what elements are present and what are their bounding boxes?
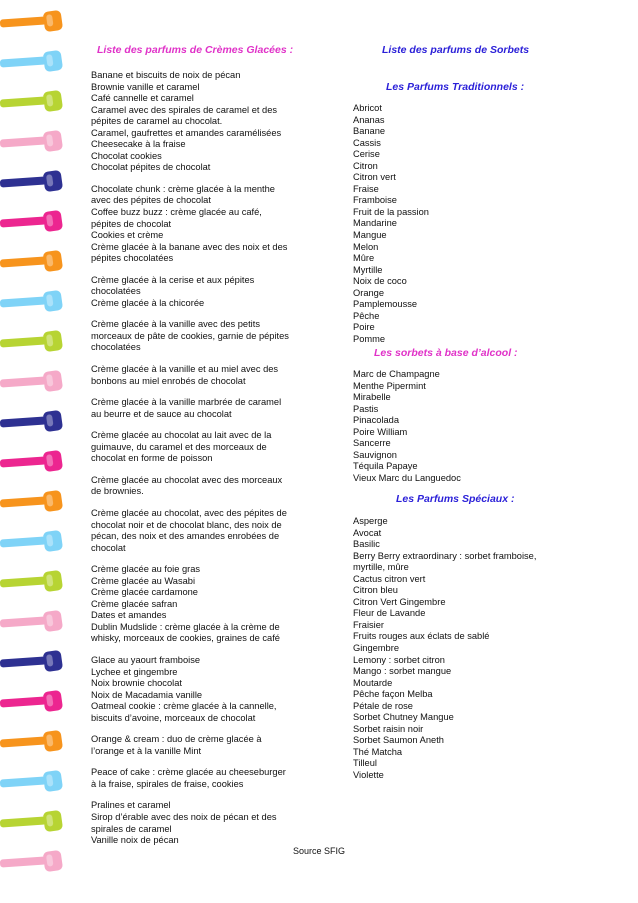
flavor-item: Pétale de rose xyxy=(353,700,413,711)
flavor-item: spirales de caramel xyxy=(91,823,172,834)
flavor-item: Crème glacée à la cerise et aux pépites xyxy=(91,274,255,285)
flavor-item: biscuits d’avoine, morceaux de chocolat xyxy=(91,712,256,723)
flavor-item: Dates et amandes xyxy=(91,610,167,621)
flavor-item: Glace au yaourt framboise xyxy=(91,654,201,665)
flavor-item: Avocat xyxy=(353,527,382,538)
ice-cream-flavor-list xyxy=(91,70,316,847)
flavor-item: Myrtille xyxy=(353,264,383,275)
traditional-flavor-list xyxy=(353,103,583,345)
flavor-item: Crème glacée cardamone xyxy=(91,587,198,598)
flavor-item: Cactus citron vert xyxy=(353,573,426,584)
flavor-item: Vanille noix de pécan xyxy=(91,835,179,846)
flavor-item: Orange & cream : duo de crème glacée à xyxy=(91,734,262,745)
flavor-item: Banane xyxy=(353,126,386,137)
flavor-item: Coffee buzz buzz : crème glacée au café, xyxy=(91,207,262,218)
flavor-item: Crème glacée au chocolat, avec des pépites de xyxy=(91,507,287,518)
flavor-item: Citron bleu xyxy=(353,585,398,596)
flavor-item: Mango : sorbet mangue xyxy=(353,666,452,677)
flavor-item: pépites de chocolat xyxy=(91,218,172,229)
flavor-item: Lychee et gingembre xyxy=(91,666,178,677)
flavor-item: guimauve, du caramel et des morceaux de xyxy=(91,441,267,452)
flavor-item: Caramel, gaufrettes et amandes caramélisées xyxy=(91,127,282,138)
flavor-item: Sorbet raisin noir xyxy=(353,723,424,734)
flavor-item: Sorbet Saumon Aneth xyxy=(353,735,444,746)
flavor-item: Mirabelle xyxy=(353,392,391,403)
flavor-item: Thé Matcha xyxy=(353,746,403,757)
flavor-item: Sirop d’érable avec des noix de pécan et des xyxy=(91,811,277,822)
flavor-item: chocolatées xyxy=(91,342,141,353)
flavor-item: chocolat xyxy=(91,542,126,553)
flavor-item: Menthe Pipermint xyxy=(353,380,426,391)
flavor-item: Orange xyxy=(353,287,385,298)
section-heading-alcohol: Les sorbets à base d’alcool : xyxy=(374,347,518,359)
flavor-item: Cerise xyxy=(353,149,380,160)
flavor-item: l’orange et à la vanille Mint xyxy=(91,745,202,756)
flavor-item: whisky, morceaux de cookies, graines de café xyxy=(91,633,280,644)
flavor-item: Brownie vanille et caramel xyxy=(91,81,200,92)
flavor-item: de brownies. xyxy=(91,486,144,497)
flavor-item: Basilic xyxy=(353,539,380,550)
flavor-item: Mangue xyxy=(353,230,387,241)
flavor-item: Citron vert xyxy=(353,172,396,183)
flavor-item: Banane et biscuits de noix de pécan xyxy=(91,70,241,80)
flavor-item: Lemony : sorbet citron xyxy=(353,654,445,665)
flavor-item: Fleur de Lavande xyxy=(353,608,426,619)
flavor-item: Crème glacée à la chicorée xyxy=(91,297,205,308)
flavor-item: Peace of cake : crème glacée au cheeseburger xyxy=(91,767,286,778)
flavor-item: Dublin Mudslide : crème glacée à la crème de xyxy=(91,621,280,632)
flavor-item: Asperge xyxy=(353,516,388,526)
flavor-item: Cookies et crème xyxy=(91,230,164,241)
flavor-item: Cheesecake à la fraise xyxy=(91,139,186,150)
flavor-item: Vieux Marc du Languedoc xyxy=(353,472,461,483)
flavor-item: Marc de Champagne xyxy=(353,369,440,379)
flavor-item: bonbons au miel enrobés de chocolat xyxy=(91,375,246,386)
flavor-item: Noix de Macadamia vanille xyxy=(91,689,203,700)
flavor-item: Pêche xyxy=(353,310,380,321)
flavor-item: Citron xyxy=(353,160,378,171)
flavor-item: pécan, des noix et des amandes enrobées de xyxy=(91,531,280,542)
special-flavor-list xyxy=(353,516,583,782)
flavor-item: Ananas xyxy=(353,114,385,125)
flavor-item: Téquila Papaye xyxy=(353,461,418,472)
flavor-item: pépites de caramel au chocolat. xyxy=(91,116,223,127)
flavor-item: Sorbet Chutney Mangue xyxy=(353,712,454,723)
flavor-item: Berry Berry extraordinary : sorbet framboise, xyxy=(353,550,537,561)
flavor-item: chocolat en forme de poisson xyxy=(91,453,213,464)
flavor-item: Mandarine xyxy=(353,218,397,229)
flavor-item: Pinacolada xyxy=(353,415,400,426)
alcohol-flavor-list xyxy=(353,369,583,484)
flavor-item: Crème glacée à la vanille marbrée de caramel xyxy=(91,397,282,408)
flavor-item: avec des pépites de chocolat xyxy=(91,195,211,206)
flavor-item: Pamplemousse xyxy=(353,299,418,310)
flavor-item: chocolat noir et de chocolat blanc, des noix de xyxy=(91,519,282,530)
flavor-item: Citron Vert Gingembre xyxy=(353,596,446,607)
flavor-item: Crème glacée au chocolat au lait avec de la xyxy=(91,430,272,441)
flavor-item: Pêche façon Melba xyxy=(353,689,433,700)
flavor-item: morceaux de pâte de cookies, garnie de pépites xyxy=(91,330,289,341)
flavor-item: Violette xyxy=(353,770,384,781)
flavor-item: Pomme xyxy=(353,333,386,344)
flavor-item: Pastis xyxy=(353,403,379,414)
flavor-item: Fruit de la passion xyxy=(353,206,429,217)
flavor-item: Chocolat cookies xyxy=(91,150,162,161)
flavor-item: Poire xyxy=(353,322,375,333)
flavor-item: Crème glacée à la vanille avec des petits xyxy=(91,319,260,330)
flavor-item: chocolatées xyxy=(91,286,141,297)
flavor-item: Fraisier xyxy=(353,619,384,630)
flavor-item: Framboise xyxy=(353,195,397,206)
flavor-item: Chocolate chunk : crème glacée à la menthe xyxy=(91,183,275,194)
flavor-item: à la fraise, spirales de fraise, cookies xyxy=(91,778,244,789)
source-credit: Source SFIG xyxy=(292,846,346,856)
flavor-item: Abricot xyxy=(353,103,382,113)
flavor-item: Melon xyxy=(353,241,379,252)
flavor-item: Mûre xyxy=(353,253,375,264)
flavor-item: Pralines et caramel xyxy=(91,800,171,811)
ice-cream-list-title: Liste des parfums de Crèmes Glacées : xyxy=(97,44,294,56)
flavor-item: Fraise xyxy=(353,183,379,194)
flavor-item: Caramel avec des spirales de caramel et des xyxy=(91,104,278,115)
flavor-item: Sauvignon xyxy=(353,449,397,460)
flavor-item: pépites chocolatées xyxy=(91,253,174,264)
flavor-item: Café cannelle et caramel xyxy=(91,93,194,104)
flavor-item: Tilleul xyxy=(353,758,377,769)
section-heading-traditional: Les Parfums Traditionnels : xyxy=(386,81,525,93)
flavor-item: Oatmeal cookie : crème glacée à la cannelle, xyxy=(91,701,277,712)
flavor-item: myrtille, mûre xyxy=(353,562,409,573)
flavor-item: Gingembre xyxy=(353,643,399,654)
flavor-item: Sancerre xyxy=(353,438,391,449)
sorbet-list-title: Liste des parfums de Sorbets xyxy=(382,44,530,56)
flavor-item: Noix de coco xyxy=(353,276,407,287)
section-heading-special: Les Parfums Spéciaux : xyxy=(396,493,515,505)
flavor-item: Crème glacée à la vanille et au miel avec des xyxy=(91,364,279,375)
flavor-item: Crème glacée au Wasabi xyxy=(91,575,196,586)
spoon-strip-decoration xyxy=(0,0,86,903)
flavor-item: Crème glacée au foie gras xyxy=(91,564,201,575)
flavor-item: Moutarde xyxy=(353,677,393,688)
flavor-item: Cassis xyxy=(353,137,381,148)
flavor-item: au beurre et de sauce au chocolat xyxy=(91,408,232,419)
flavor-item: Crème glacée safran xyxy=(91,598,178,609)
flavor-item: Crème glacée à la banane avec des noix et des xyxy=(91,241,288,252)
flavor-item: Chocolat pépites de chocolat xyxy=(91,162,211,173)
flavor-item: Fruits rouges aux éclats de sablé xyxy=(353,631,490,642)
flavor-item: Poire William xyxy=(353,426,408,437)
flavor-item: Noix brownie chocolat xyxy=(91,678,182,689)
flavor-item: Crème glacée au chocolat avec des morceaux xyxy=(91,474,283,485)
